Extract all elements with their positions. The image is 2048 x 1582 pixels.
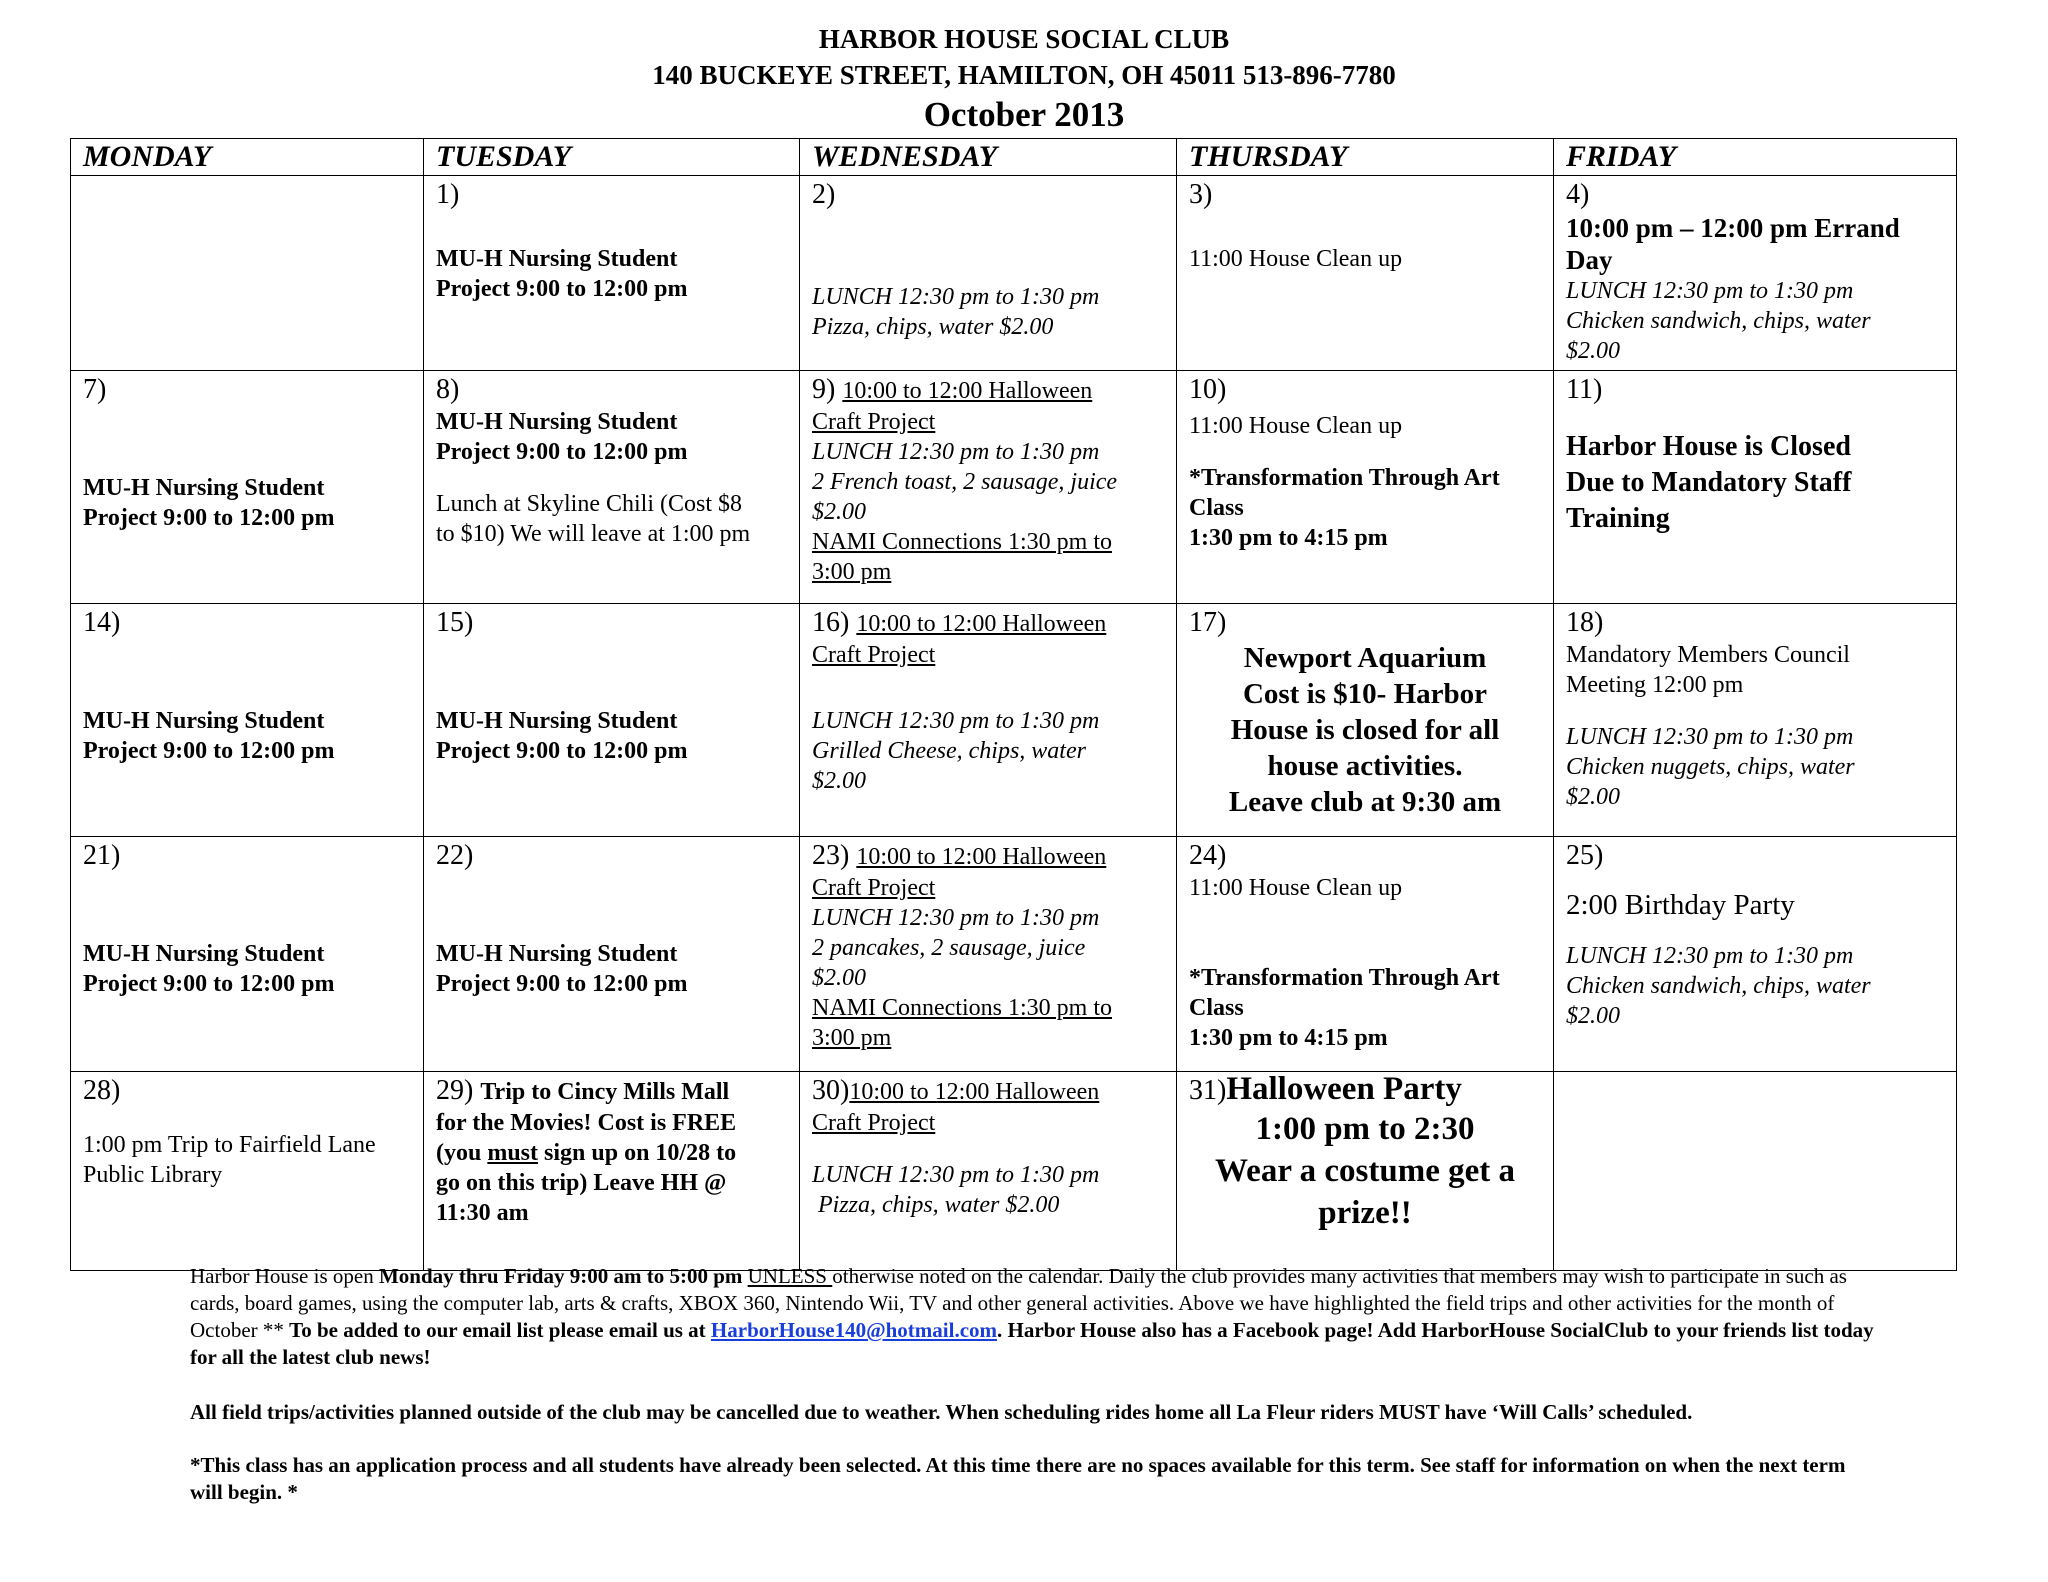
event-text: MU-H Nursing Student — [436, 941, 678, 967]
week-row — [71, 176, 1957, 371]
lunch-text: LUNCH 12:30 pm to 1:30 pm — [1566, 943, 1854, 969]
footer-facebook-text: . Harbor House also has a Facebook page! Add HarborHouse SocialClub to your friends list today for all the latest club news! — [190, 1318, 1874, 1369]
event-text: 10:00 pm – 12:00 pm Errand — [1566, 213, 1900, 243]
nami-text: 3:00 pm — [812, 1025, 892, 1051]
event-text: MU-H Nursing Student — [83, 475, 325, 501]
event-text: MU-H Nursing Student — [436, 409, 678, 435]
art-class-text: Class — [1189, 995, 1244, 1021]
birthday-party-text: 2:00 Birthday Party — [1566, 889, 1795, 921]
day-cell-28 — [71, 1072, 424, 1271]
day-cell-18 — [1554, 604, 1957, 837]
day-cell-9 — [800, 371, 1177, 604]
footer-weather-notice: All field trips/activities planned outside of the club may be cancelled due to weather. When scheduling rides home all La Fleur riders MUST have ‘Will Calls’ scheduled. — [190, 1400, 1693, 1424]
day-cell-31 — [1177, 1072, 1554, 1271]
day-cell-24 — [1177, 837, 1554, 1072]
movie-trip-text: go on this trip) Leave HH @ — [436, 1170, 727, 1196]
day-cell-2 — [800, 176, 1177, 371]
art-class-text: *Transformation Through Art — [1189, 965, 1500, 991]
day-cell-14 — [71, 604, 424, 837]
day-number: 25) — [1566, 840, 1604, 871]
day-number: 29) — [436, 1075, 481, 1106]
day-number: 14) — [83, 607, 121, 638]
movie-trip-text: sign up on 10/28 to — [538, 1140, 737, 1166]
day-cell-3 — [1177, 176, 1554, 371]
movie-trip-text: for the Movies! Cost is FREE — [436, 1110, 737, 1136]
event-text: Project 9:00 to 12:00 pm — [436, 439, 688, 465]
day-number: 7) — [83, 374, 107, 405]
weekday-header: WEDNESDAY — [800, 139, 1177, 176]
day-cell-1 — [424, 176, 800, 371]
lunch-text: Chicken sandwich, chips, water — [1566, 308, 1871, 334]
lunch-text: LUNCH 12:30 pm to 1:30 pm — [812, 1162, 1100, 1188]
day-number: 30) — [812, 1075, 850, 1106]
event-text: 11:00 House Clean up — [1189, 246, 1403, 272]
lunch-text: LUNCH 12:30 pm to 1:30 pm — [1566, 724, 1854, 750]
event-text: 11:00 House Clean up — [1189, 413, 1403, 439]
craft-text: Craft Project — [812, 1110, 936, 1136]
lunch-text: Grilled Cheese, chips, water — [812, 738, 1086, 764]
day-cell-21 — [71, 837, 424, 1072]
lunch-text: Pizza, chips, water $2.00 — [812, 1192, 1060, 1218]
event-text: 1:00 pm Trip to Fairfield Lane — [83, 1132, 376, 1158]
event-text: Lunch at Skyline Chili (Cost $8 — [436, 491, 742, 517]
club-address: 140 BUCKEYE STREET, HAMILTON, OH 45011 513-896-7780 — [652, 60, 1396, 90]
movie-trip-emphasis: must — [487, 1140, 539, 1166]
event-text: MU-H Nursing Student — [436, 708, 678, 734]
craft-text: 10:00 to 12:00 Halloween — [849, 1079, 1100, 1105]
aquarium-trip-text: Leave club at 9:30 am — [1228, 786, 1502, 818]
lunch-text: $2.00 — [812, 499, 866, 525]
email-link[interactable]: HarborHouse140@hotmail.com — [710, 1318, 998, 1342]
lunch-text: Chicken nuggets, chips, water — [1566, 754, 1855, 780]
event-text: Mandatory Members Council — [1566, 642, 1850, 668]
nami-text: 3:00 pm — [812, 559, 892, 585]
footer-text: otherwise noted on the calendar. Daily the club provides many activities that members may wish to participate in such as cards, board games, using the computer lab, arts & crafts, XBOX 360, Nintendo Wii, TV and other general activities. Above we have highlighted the field trips and other activities for the month of October ** — [190, 1264, 1847, 1342]
footer-text: Harbor House is open — [190, 1264, 379, 1288]
footer-unless: UNLESS — [747, 1264, 833, 1288]
event-text: Project 9:00 to 12:00 pm — [83, 738, 335, 764]
lunch-text: Pizza, chips, water $2.00 — [812, 314, 1054, 340]
lunch-text: $2.00 — [1566, 338, 1620, 364]
aquarium-trip-text: house activities. — [1267, 750, 1463, 782]
day-number: 31) — [1189, 1075, 1227, 1106]
event-text: Project 9:00 to 12:00 pm — [436, 738, 688, 764]
footer-email-prompt: To be added to our email list please email us at — [289, 1318, 711, 1342]
art-class-text: 1:30 pm to 4:15 pm — [1189, 1025, 1388, 1051]
lunch-text: $2.00 — [812, 768, 866, 794]
day-number: 24) — [1189, 840, 1227, 871]
day-number: 1) — [436, 179, 460, 210]
day-number: 3) — [1189, 179, 1213, 210]
craft-text: Craft Project — [812, 409, 936, 435]
day-number: 10) — [1189, 374, 1227, 405]
event-text: Public Library — [83, 1162, 223, 1188]
empty-day-cell — [1554, 1072, 1957, 1271]
nami-text: NAMI Connections 1:30 pm to — [812, 529, 1112, 555]
aquarium-trip-text: Newport Aquarium — [1243, 642, 1487, 674]
day-number: 15) — [436, 607, 474, 638]
day-cell-4 — [1554, 176, 1957, 371]
day-number: 17) — [1189, 607, 1227, 638]
club-name: HARBOR HOUSE SOCIAL CLUB — [818, 24, 1230, 54]
movie-trip-text: (you — [436, 1140, 488, 1166]
day-number: 9) — [812, 374, 843, 405]
craft-text: 10:00 to 12:00 Halloween — [856, 844, 1107, 870]
event-text: Project 9:00 to 12:00 pm — [83, 505, 335, 531]
event-text: Project 9:00 to 12:00 pm — [83, 971, 335, 997]
craft-text: Craft Project — [812, 642, 936, 668]
art-class-text: *Transformation Through Art — [1189, 465, 1500, 491]
day-cell-7 — [71, 371, 424, 604]
movie-trip-text: Trip to Cincy Mills Mall — [480, 1079, 730, 1105]
event-text: to $10) We will leave at 1:00 pm — [436, 521, 751, 547]
footer-class-notice: *This class has an application process and all students have already been selected. At this time there are no spaces available for this term. See staff for information on when the next term will begin. * — [190, 1453, 1846, 1504]
day-cell-15 — [424, 604, 800, 837]
event-text: MU-H Nursing Student — [436, 246, 678, 272]
closed-notice: Harbor House is Closed — [1566, 431, 1851, 462]
footer-hours: Monday thru Friday 9:00 am to 5:00 pm — [378, 1264, 743, 1288]
lunch-text: LUNCH 12:30 pm to 1:30 pm — [812, 284, 1100, 310]
aquarium-trip-text: House is closed for all — [1230, 714, 1500, 746]
art-class-text: 1:30 pm to 4:15 pm — [1189, 525, 1388, 551]
day-cell-8 — [424, 371, 800, 604]
aquarium-trip-text: Cost is $10- Harbor — [1242, 678, 1488, 710]
event-text: MU-H Nursing Student — [83, 941, 325, 967]
halloween-party-text: Halloween Party — [1226, 1071, 1462, 1107]
lunch-text: LUNCH 12:30 pm to 1:30 pm — [812, 905, 1100, 931]
lunch-text: 2 pancakes, 2 sausage, juice — [812, 935, 1086, 961]
week-row — [71, 1072, 1957, 1271]
day-number: 22) — [436, 840, 474, 871]
week-row — [71, 604, 1957, 837]
day-number: 2) — [812, 179, 836, 210]
weekday-header: THURSDAY — [1177, 139, 1554, 176]
day-cell-10 — [1177, 371, 1554, 604]
calendar-month: October 2013 — [923, 95, 1125, 134]
event-text: Project 9:00 to 12:00 pm — [436, 276, 688, 302]
event-text: MU-H Nursing Student — [83, 708, 325, 734]
event-text: Day — [1566, 245, 1613, 275]
event-text: Project 9:00 to 12:00 pm — [436, 971, 688, 997]
day-cell-11 — [1554, 371, 1957, 604]
day-number: 28) — [83, 1075, 121, 1106]
weekday-header: FRIDAY — [1554, 139, 1957, 176]
craft-text: Craft Project — [812, 875, 936, 901]
lunch-text: $2.00 — [812, 965, 866, 991]
day-cell-29 — [424, 1072, 800, 1271]
lunch-text: $2.00 — [1566, 1003, 1620, 1029]
day-cell-22 — [424, 837, 800, 1072]
week-row — [71, 837, 1957, 1072]
art-class-text: Class — [1189, 495, 1244, 521]
day-cell-17 — [1177, 604, 1554, 837]
closed-notice: Training — [1566, 503, 1670, 534]
closed-notice: Due to Mandatory Staff — [1566, 467, 1852, 498]
day-number: 23) — [812, 840, 857, 871]
weekday-header: TUESDAY — [424, 139, 800, 176]
movie-trip-text: 11:30 am — [436, 1200, 529, 1226]
nami-text: NAMI Connections 1:30 pm to — [812, 995, 1112, 1021]
footer-info-paragraph — [190, 1263, 1880, 1371]
calendar-table — [70, 138, 1957, 1271]
day-number: 11) — [1566, 374, 1603, 405]
halloween-party-text: 1:00 pm to 2:30 — [1255, 1111, 1475, 1147]
lunch-text: Chicken sandwich, chips, water — [1566, 973, 1871, 999]
craft-text: 10:00 to 12:00 Halloween — [842, 378, 1093, 404]
day-cell-23 — [800, 837, 1177, 1072]
day-number: 16) — [812, 607, 857, 638]
empty-day-cell — [71, 176, 424, 371]
halloween-party-text: Wear a costume get a — [1215, 1153, 1515, 1189]
day-number: 18) — [1566, 607, 1604, 638]
day-number: 21) — [83, 840, 121, 871]
lunch-text: $2.00 — [1566, 784, 1620, 810]
event-text: Meeting 12:00 pm — [1566, 672, 1744, 698]
day-number: 4) — [1566, 179, 1590, 210]
halloween-party-text: prize!! — [1318, 1195, 1412, 1231]
day-cell-30 — [800, 1072, 1177, 1271]
day-number: 8) — [436, 374, 460, 405]
day-cell-25 — [1554, 837, 1957, 1072]
craft-text: 10:00 to 12:00 Halloween — [856, 611, 1107, 637]
weekday-header-row — [71, 139, 1957, 176]
lunch-text: LUNCH 12:30 pm to 1:30 pm — [812, 708, 1100, 734]
lunch-text: LUNCH 12:30 pm to 1:30 pm — [1566, 278, 1854, 304]
lunch-text: LUNCH 12:30 pm to 1:30 pm — [812, 439, 1100, 465]
weekday-header: MONDAY — [71, 139, 424, 176]
event-text: 11:00 House Clean up — [1189, 875, 1403, 901]
day-cell-16 — [800, 604, 1177, 837]
lunch-text: 2 French toast, 2 sausage, juice — [812, 469, 1118, 495]
week-row — [71, 371, 1957, 604]
